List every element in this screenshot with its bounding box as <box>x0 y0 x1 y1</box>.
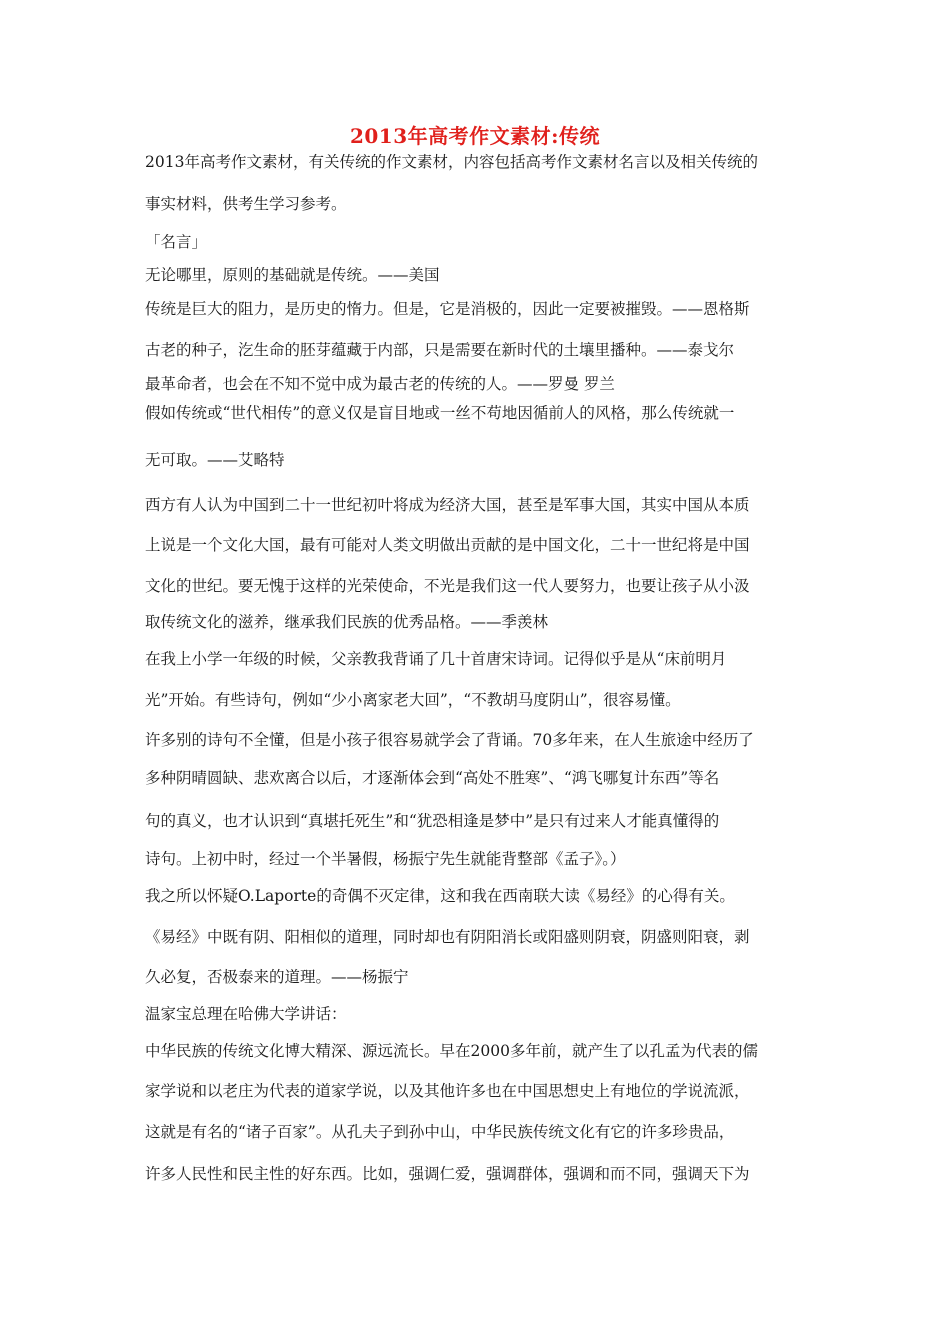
body-line: 光”开始。有些诗句，例如“少小离家老大回”，“不教胡马度阴山”，很容易懂。 <box>145 691 681 709</box>
body-line: 《易经》中既有阴、阳相似的道理，同时却也有阴阳消长或阳盛则阴衰，阴盛则阳衰，剥 <box>145 928 750 946</box>
body-line: 许多别的诗句不全懂，但是小孩子很容易就学会了背诵。70多年来，在人生旅途中经历了 <box>145 731 754 749</box>
body-line: 温家宝总理在哈佛大学讲话： <box>145 1005 347 1023</box>
body-line: 这就是有名的“诸子百家”。从孔夫子到孙中山，中华民族传统文化有它的许多珍贵品， <box>145 1123 735 1141</box>
body-line: 取传统文化的滋养，继承我们民族的优秀品格。——季羡林 <box>145 613 549 631</box>
body-line: 中华民族的传统文化博大精深、源远流长。早在2000多年前，就产生了以孔孟为代表的儒 <box>145 1042 758 1060</box>
body-line: 我之所以怀疑O.Laporte的奇偶不灭定律，这和我在西南联大读《易经》的心得有关。 <box>145 887 735 905</box>
body-line: 事实材料，供考生学习参考。 <box>145 195 347 213</box>
body-line: 诗句。上初中时，经过一个半暑假，杨振宁先生就能背整部《孟子》。） <box>145 850 626 868</box>
body-line: 家学说和以老庄为代表的道家学说，以及其他许多也在中国思想史上有地位的学说流派， <box>145 1082 750 1100</box>
body-line: 许多人民性和民主性的好东西。比如，强调仁爱，强调群体，强调和而不同，强调天下为 <box>145 1165 750 1183</box>
document-title: 2013年高考作文素材:传统 <box>349 124 601 148</box>
body-line: 「名言」 <box>145 233 208 251</box>
body-line: 无论哪里，原则的基础就是传统。——美国 <box>145 266 440 284</box>
body-line: 文化的世纪。要无愧于这样的光荣使命，不光是我们这一代人要努力，也要让孩子从小汲 <box>145 577 750 595</box>
body-line: 西方有人认为中国到二十一世纪初叶将成为经济大国，甚至是军事大国，其实中国从本质 <box>145 496 750 514</box>
body-line: 传统是巨大的阻力，是历史的惰力。但是，它是消极的，因此一定要被摧毁。——恩格斯 <box>145 300 750 318</box>
body-line: 假如传统或“世代相传”的意义仅是盲目地或一丝不苟地因循前人的风格，那么传统就一 <box>145 404 735 422</box>
body-line: 2013年高考作文素材，有关传统的作文素材，内容包括高考作文素材名言以及相关传统的 <box>145 153 758 171</box>
body-line: 久必复，否极泰来的道理。——杨振宁 <box>145 968 409 986</box>
body-line: 在我上小学一年级的时候，父亲教我背诵了几十首唐宋诗词。记得似乎是从“床前明月 <box>145 650 727 668</box>
body-line: 无可取。——艾略特 <box>145 451 285 469</box>
body-line: 上说是一个文化大国，最有可能对人类文明做出贡献的是中国文化，二十一世纪将是中国 <box>145 536 750 554</box>
body-line: 多种阴晴圆缺、悲欢离合以后，才逐渐体会到“高处不胜寒”、“鸿飞哪复计东西”等名 <box>145 769 720 787</box>
body-line: 句的真义，也才认识到“真堪托死生”和“犹恐相逢是梦中”是只有过来人才能真懂得的 <box>145 812 720 830</box>
body-line: 最革命者，也会在不知不觉中成为最古老的传统的人。——罗曼 罗兰 <box>145 375 615 393</box>
body-line: 古老的种子，汔生命的胚芽蕴藏于内部，只是需要在新时代的土壤里播种。——泰戈尔 <box>145 341 735 359</box>
